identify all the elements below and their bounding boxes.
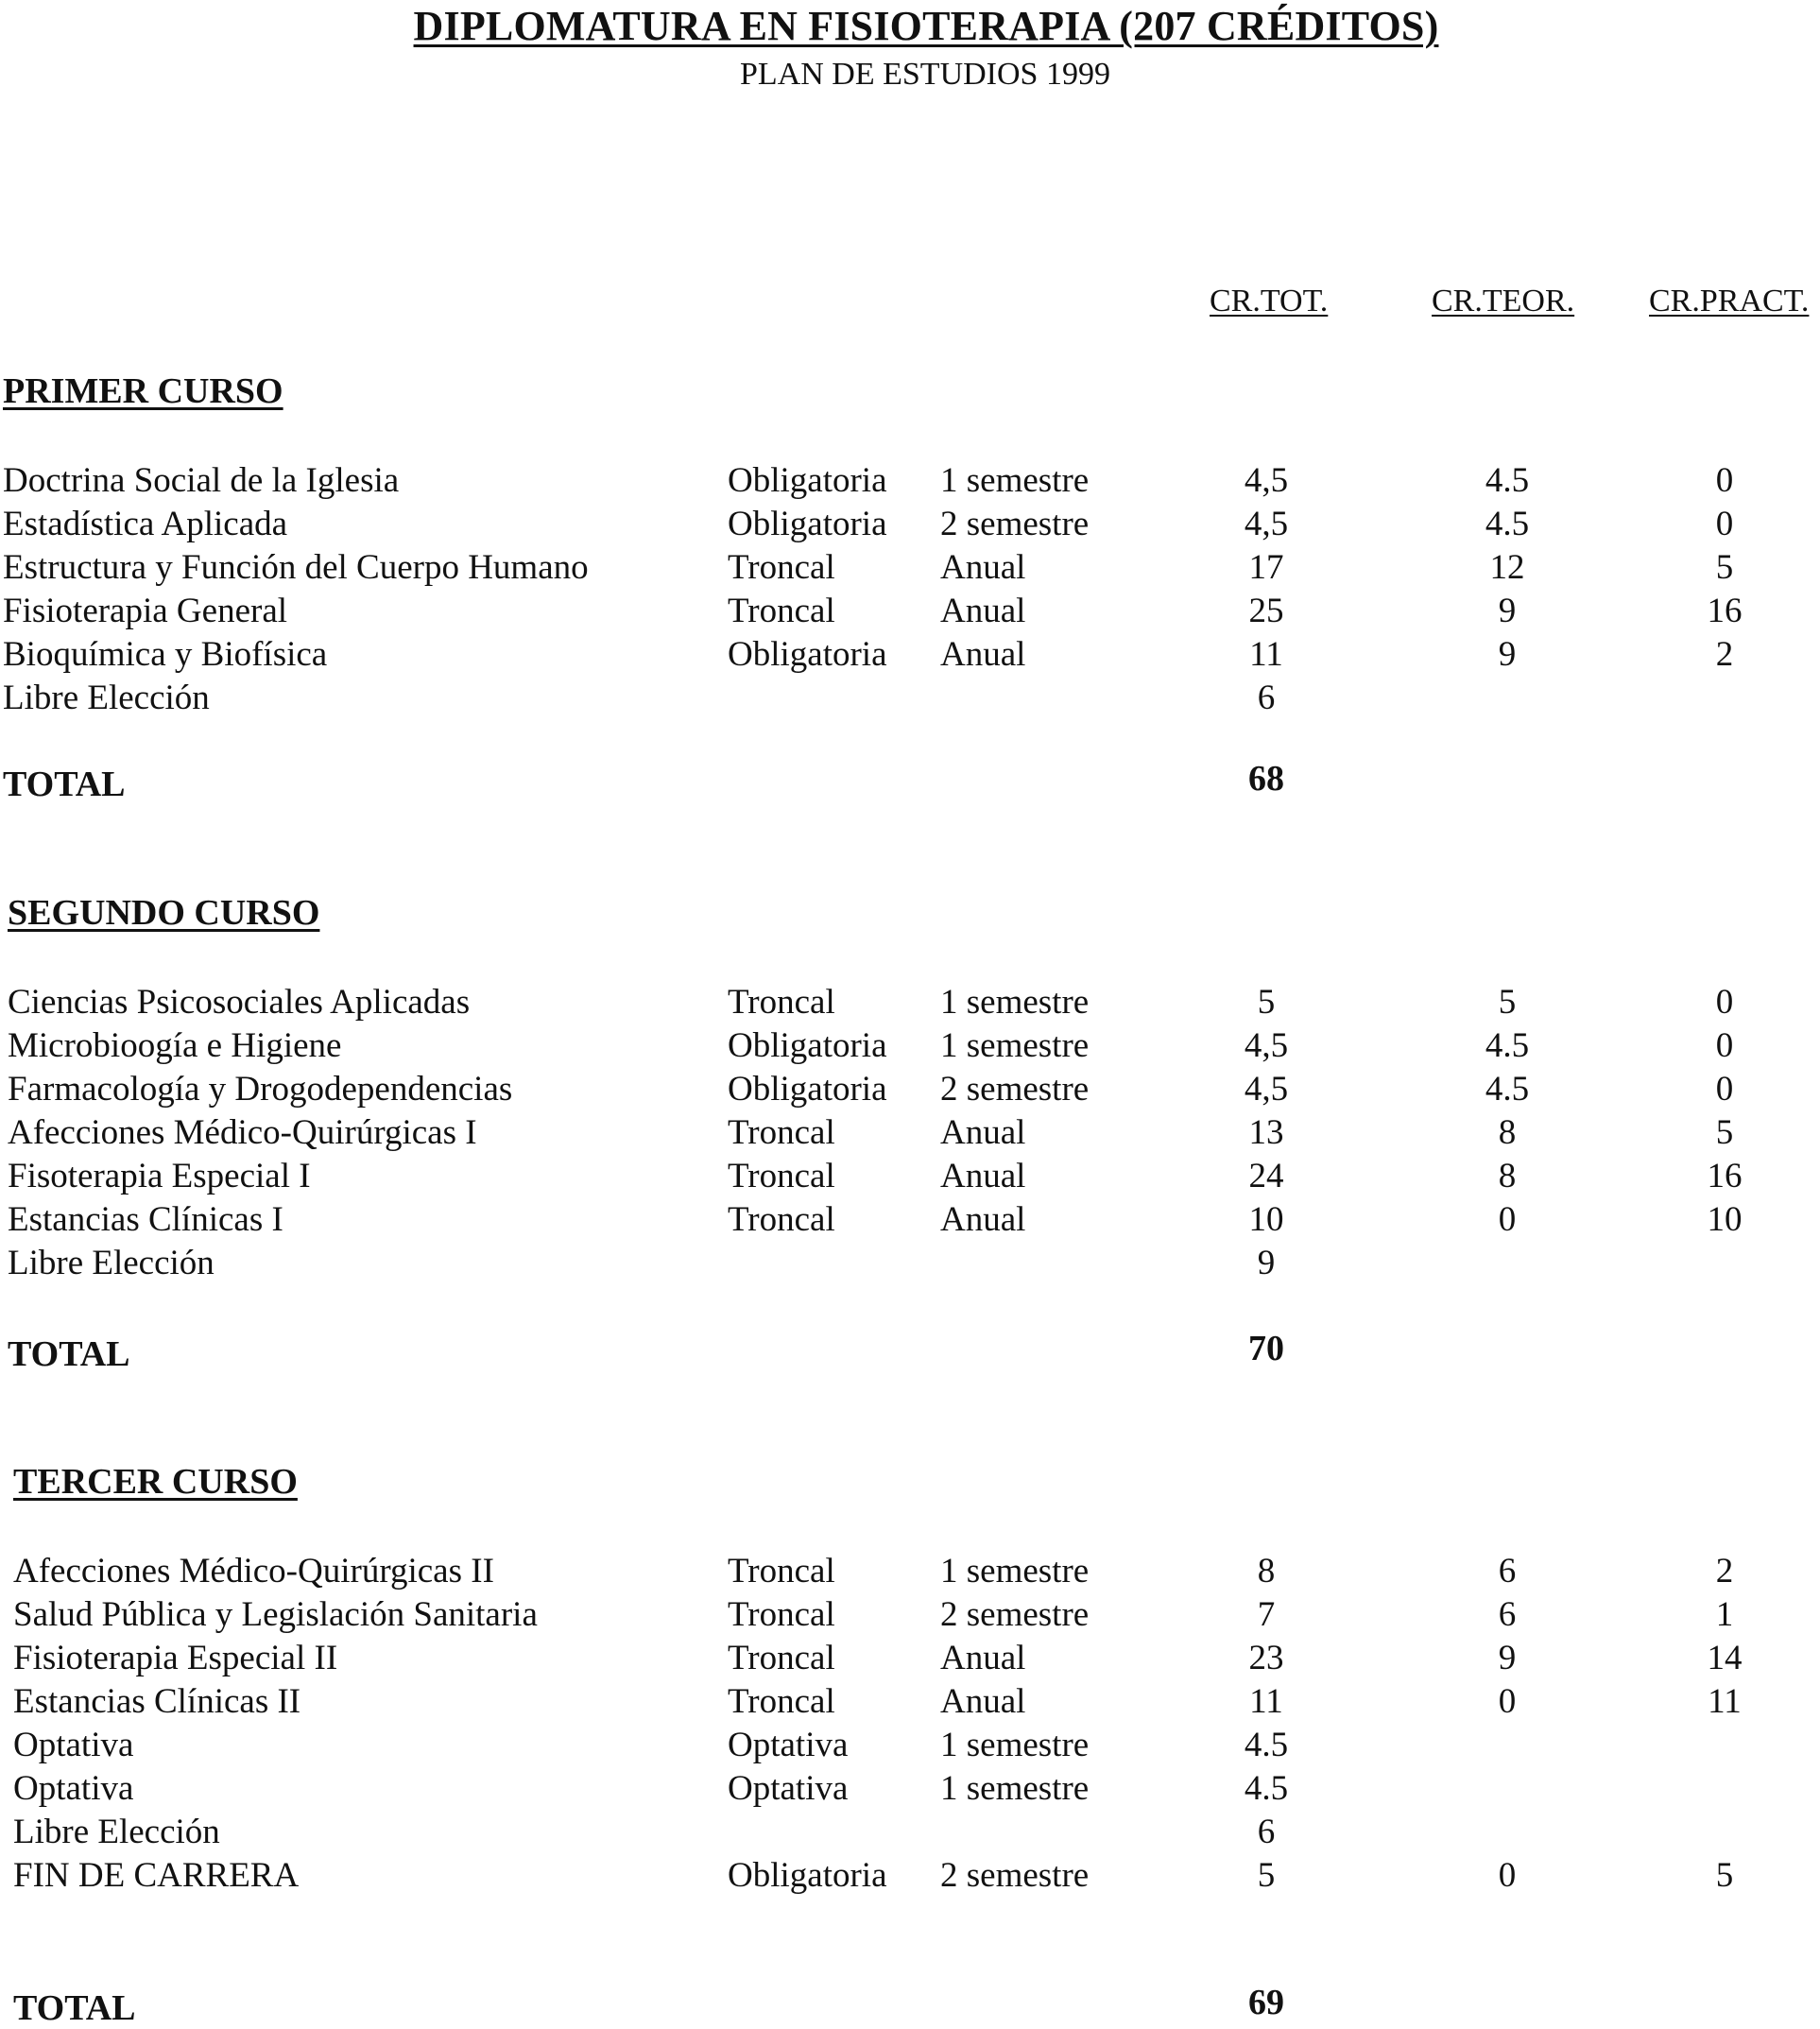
subject-name: Fisioterapia General <box>3 592 288 630</box>
subject-duration: Anual <box>940 1157 1026 1195</box>
subject-row <box>0 591 1820 634</box>
subject-duration: 2 semestre <box>940 1856 1090 1895</box>
subject-name: Bioquímica y Biofísica <box>3 635 328 674</box>
subject-duration: Anual <box>940 1639 1026 1677</box>
credits-practice: 14 <box>1707 1639 1743 1677</box>
total-value: 69 <box>1248 1983 1284 2022</box>
subject-name: Microbioogía e Higiene <box>8 1026 342 1065</box>
subject-name: Estancias Clínicas I <box>8 1200 283 1239</box>
subject-row <box>0 678 1820 721</box>
subject-name: Estadística Aplicada <box>3 505 288 543</box>
subject-type: Troncal <box>728 592 835 630</box>
credits-theory: 4.5 <box>1485 505 1530 543</box>
subject-type: Troncal <box>728 1595 835 1634</box>
credits-theory: 4.5 <box>1485 1026 1530 1065</box>
subject-name: FIN DE CARRERA <box>13 1856 300 1895</box>
subject-row <box>0 1725 1820 1768</box>
column-header-total: CR.TOT. <box>1210 284 1329 318</box>
document-subtitle: PLAN DE ESTUDIOS 1999 <box>740 57 1110 92</box>
subject-duration: Anual <box>940 1113 1026 1152</box>
subject-type: Obligatoria <box>728 1026 887 1065</box>
subject-duration: Anual <box>940 1682 1026 1721</box>
subject-type: Troncal <box>728 1113 835 1152</box>
section-title: SEGUNDO CURSO <box>8 893 320 933</box>
credits-practice: 0 <box>1715 1026 1734 1065</box>
column-header-practice: CR.PRACT. <box>1649 284 1810 318</box>
subject-type: Optativa <box>728 1726 849 1764</box>
credits-theory: 6 <box>1498 1595 1517 1634</box>
subject-type: Troncal <box>728 548 835 587</box>
total-label: TOTAL <box>8 1334 130 1374</box>
subject-type: Optativa <box>728 1769 849 1808</box>
subject-row <box>0 1594 1820 1638</box>
subject-name: Ciencias Psicosociales Aplicadas <box>8 983 471 1022</box>
credits-practice: 16 <box>1707 592 1743 630</box>
subject-name: Optativa <box>13 1726 134 1764</box>
subject-row <box>0 1768 1820 1812</box>
subject-name: Afecciones Médico-Quirúrgicas II <box>13 1552 494 1591</box>
credits-total: 5 <box>1257 983 1276 1022</box>
subject-row <box>0 547 1820 591</box>
credits-theory: 0 <box>1498 1682 1517 1721</box>
credits-theory: 8 <box>1498 1157 1517 1195</box>
column-header-theory: CR.TEOR. <box>1432 284 1575 318</box>
subject-name: Estructura y Función del Cuerpo Humano <box>3 548 589 587</box>
credits-total: 13 <box>1248 1113 1284 1152</box>
credits-total: 8 <box>1257 1552 1276 1591</box>
subject-row <box>0 1156 1820 1199</box>
section-title: PRIMER CURSO <box>3 371 283 411</box>
credits-total: 4,5 <box>1244 461 1289 500</box>
credits-total: 6 <box>1257 679 1276 717</box>
subject-name: Libre Elección <box>13 1813 220 1851</box>
subject-type: Troncal <box>728 1200 835 1239</box>
credits-theory: 4.5 <box>1485 1070 1530 1109</box>
subject-type: Obligatoria <box>728 635 887 674</box>
subject-row <box>0 504 1820 547</box>
credits-theory: 0 <box>1498 1200 1517 1239</box>
credits-practice: 16 <box>1707 1157 1743 1195</box>
subject-duration: 2 semestre <box>940 1070 1090 1109</box>
subject-row <box>0 982 1820 1025</box>
subject-name: Farmacología y Drogodependencias <box>8 1070 513 1109</box>
subject-row <box>0 1243 1820 1286</box>
credits-theory: 0 <box>1498 1856 1517 1895</box>
total-value: 70 <box>1248 1329 1284 1368</box>
subject-duration: 1 semestre <box>940 1726 1090 1764</box>
credits-practice: 10 <box>1707 1200 1743 1239</box>
subject-duration: Anual <box>940 1200 1026 1239</box>
subject-duration: 1 semestre <box>940 1769 1090 1808</box>
total-value: 68 <box>1248 759 1284 799</box>
credits-theory: 9 <box>1498 592 1517 630</box>
section-title: TERCER CURSO <box>13 1462 298 1502</box>
credits-total: 5 <box>1257 1856 1276 1895</box>
subject-type: Obligatoria <box>728 1856 887 1895</box>
credits-theory: 12 <box>1489 548 1525 587</box>
subject-duration: 1 semestre <box>940 1026 1090 1065</box>
subject-duration: 1 semestre <box>940 983 1090 1022</box>
credits-total: 7 <box>1257 1595 1276 1634</box>
subject-name: Afecciones Médico-Quirúrgicas I <box>8 1113 477 1152</box>
credits-practice: 5 <box>1715 548 1734 587</box>
credits-practice: 5 <box>1715 1113 1734 1152</box>
subject-type: Troncal <box>728 1552 835 1591</box>
credits-practice: 0 <box>1715 1070 1734 1109</box>
credits-total: 9 <box>1257 1244 1276 1282</box>
credits-total: 4.5 <box>1244 1769 1289 1808</box>
subject-name: Libre Elección <box>3 679 210 717</box>
subject-duration: 1 semestre <box>940 461 1090 500</box>
credits-theory: 5 <box>1498 983 1517 1022</box>
subject-name: Fisoterapia Especial I <box>8 1157 311 1195</box>
subject-name: Salud Pública y Legislación Sanitaria <box>13 1595 538 1634</box>
subject-type: Obligatoria <box>728 461 887 500</box>
credits-total: 4,5 <box>1244 1070 1289 1109</box>
subject-row <box>0 1112 1820 1156</box>
credits-practice: 2 <box>1715 1552 1734 1591</box>
subject-name: Libre Elección <box>8 1244 215 1282</box>
credits-total: 25 <box>1248 592 1284 630</box>
subject-row <box>0 1812 1820 1855</box>
subject-duration: 2 semestre <box>940 1595 1090 1634</box>
subject-row <box>0 634 1820 678</box>
credits-total: 4,5 <box>1244 1026 1289 1065</box>
credits-practice: 5 <box>1715 1856 1734 1895</box>
credits-total: 11 <box>1249 1682 1283 1721</box>
subject-type: Obligatoria <box>728 505 887 543</box>
subject-duration: Anual <box>940 592 1026 630</box>
subject-name: Estancias Clínicas II <box>13 1682 301 1721</box>
subject-row <box>0 1638 1820 1681</box>
subject-row <box>0 460 1820 504</box>
credits-total: 10 <box>1248 1200 1284 1239</box>
credits-practice: 1 <box>1715 1595 1734 1634</box>
credits-theory: 8 <box>1498 1113 1517 1152</box>
subject-duration: Anual <box>940 548 1026 587</box>
document-title: DIPLOMATURA EN FISIOTERAPIA (207 CRÉDITOS) <box>413 3 1439 49</box>
credits-practice: 2 <box>1715 635 1734 674</box>
credits-practice: 0 <box>1715 461 1734 500</box>
total-label: TOTAL <box>13 1988 136 2028</box>
subject-name: Fisioterapia Especial II <box>13 1639 338 1677</box>
subject-row <box>0 1681 1820 1725</box>
subject-type: Troncal <box>728 983 835 1022</box>
subject-duration: 2 semestre <box>940 505 1090 543</box>
credits-practice: 11 <box>1708 1682 1742 1721</box>
subject-row <box>0 1855 1820 1899</box>
subject-type: Obligatoria <box>728 1070 887 1109</box>
credits-total: 23 <box>1248 1639 1284 1677</box>
credits-practice: 0 <box>1715 505 1734 543</box>
credits-total: 4.5 <box>1244 1726 1289 1764</box>
credits-practice: 0 <box>1715 983 1734 1022</box>
subject-row <box>0 1199 1820 1243</box>
credits-total: 17 <box>1248 548 1284 587</box>
credits-total: 24 <box>1248 1157 1284 1195</box>
credits-total: 11 <box>1249 635 1283 674</box>
subject-row <box>0 1069 1820 1112</box>
subject-duration: Anual <box>940 635 1026 674</box>
credits-theory: 4.5 <box>1485 461 1530 500</box>
credits-total: 4,5 <box>1244 505 1289 543</box>
subject-duration: 1 semestre <box>940 1552 1090 1591</box>
subject-row <box>0 1551 1820 1594</box>
subject-row <box>0 1025 1820 1069</box>
total-label: TOTAL <box>3 765 126 804</box>
subject-name: Doctrina Social de la Iglesia <box>3 461 400 500</box>
credits-theory: 9 <box>1498 1639 1517 1677</box>
credits-total: 6 <box>1257 1813 1276 1851</box>
credits-theory: 9 <box>1498 635 1517 674</box>
credits-theory: 6 <box>1498 1552 1517 1591</box>
subject-type: Troncal <box>728 1157 835 1195</box>
subject-type: Troncal <box>728 1639 835 1677</box>
subject-type: Troncal <box>728 1682 835 1721</box>
subject-name: Optativa <box>13 1769 134 1808</box>
